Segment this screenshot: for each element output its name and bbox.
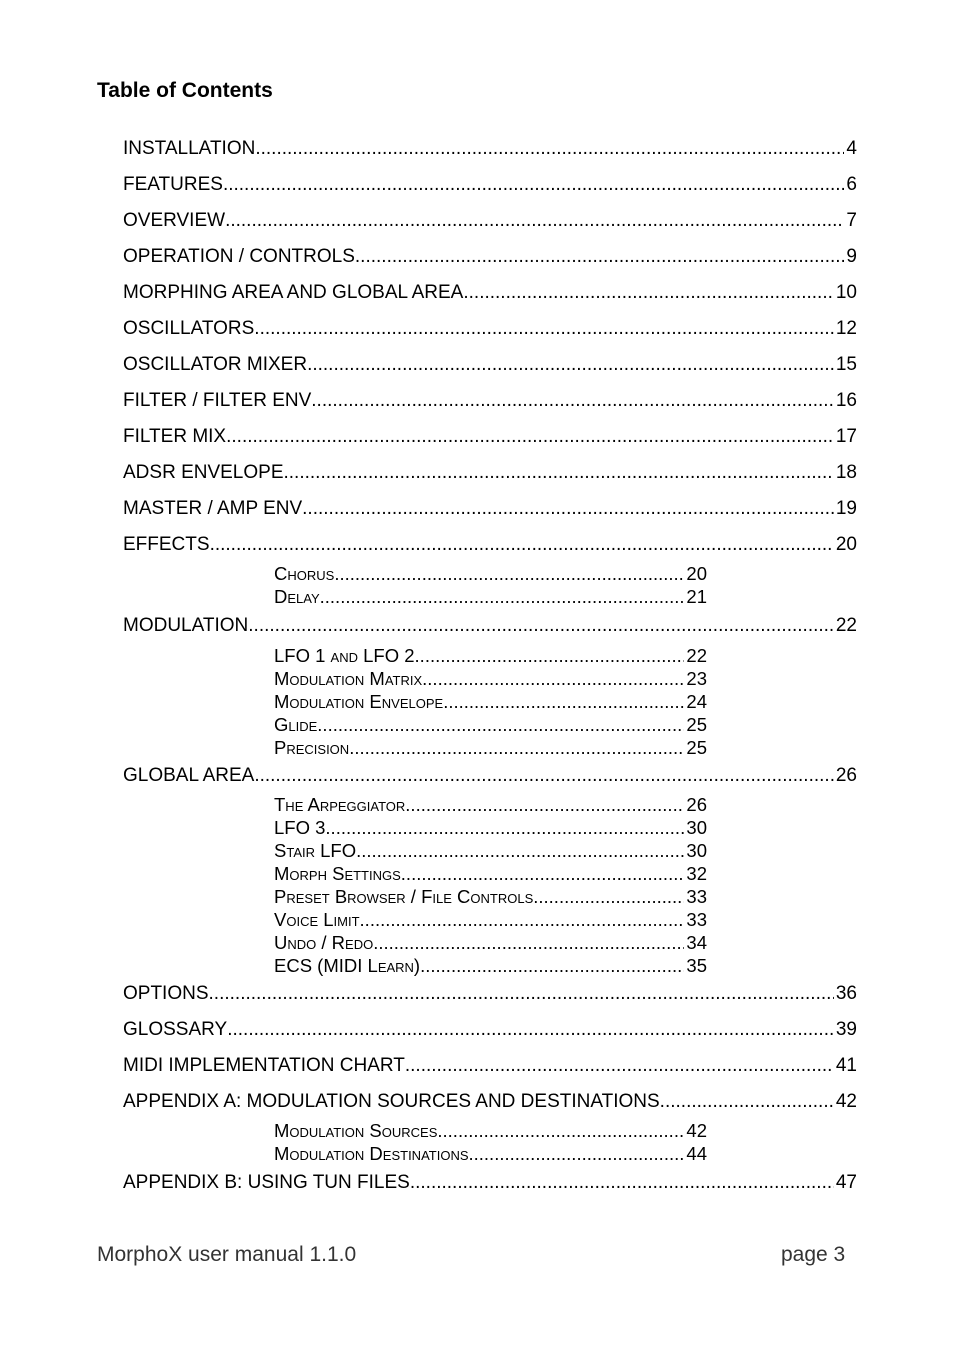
toc-dot-leader — [317, 713, 684, 736]
toc-entry-page: 33 — [686, 886, 707, 907]
toc-subentry-modulation-envelope[interactable] — [274, 690, 707, 713]
toc-entry-page: 7 — [846, 210, 857, 231]
toc-subentry-lfo-1-and-2[interactable] — [274, 644, 707, 667]
toc-entry-oscillators[interactable] — [123, 316, 857, 342]
toc-entry-label: APPENDIX A: MODULATION SOURCES AND DESTINATIONS — [123, 1091, 660, 1112]
toc-entry-label: Preset Browser / File Controls — [274, 886, 534, 907]
toc-entry-label: GLOBAL AREA — [123, 765, 255, 786]
toc-title: Table of Contents — [97, 79, 273, 102]
toc-entry-installation[interactable] — [123, 136, 857, 162]
footer-manual-title: MorphoX user manual 1.1.0 — [97, 1243, 357, 1266]
toc-dot-leader — [360, 908, 685, 931]
toc-entry-page: 4 — [846, 138, 857, 159]
toc-dot-leader — [349, 736, 684, 759]
toc-dot-leader — [420, 954, 684, 977]
toc-entry-label: OPERATION / CONTROLS — [123, 246, 355, 267]
toc-entry-appendix-a[interactable] — [123, 1089, 857, 1115]
toc-entry-label: FILTER MIX — [123, 426, 227, 447]
toc-dot-leader — [415, 644, 685, 667]
toc-entry-label: The Arpeggiator — [274, 794, 406, 815]
toc-entry-features[interactable] — [123, 172, 857, 198]
toc-dot-leader — [248, 613, 834, 639]
toc-entry-label: ECS (MIDI Learn) — [274, 955, 421, 976]
toc-entry-label: MIDI IMPLEMENTATION CHART — [123, 1055, 405, 1076]
toc-entry-adsr-envelope[interactable] — [123, 460, 857, 486]
toc-entry-label: Modulation Sources — [274, 1120, 438, 1141]
toc-entry-label: MASTER / AMP ENV — [123, 498, 303, 519]
toc-entry-page: 23 — [686, 668, 707, 689]
toc-entry-label: Glide — [274, 714, 318, 735]
toc-dot-leader — [307, 352, 834, 378]
toc-dot-leader — [437, 1119, 684, 1142]
toc-dot-leader — [325, 816, 684, 839]
toc-dot-leader — [469, 1142, 685, 1165]
toc-entry-page: 25 — [686, 737, 707, 758]
toc-entry-oscillator-mixer[interactable] — [123, 352, 857, 378]
toc-entry-filter-env[interactable] — [123, 388, 857, 414]
toc-dot-leader — [660, 1089, 834, 1115]
toc-dot-leader — [225, 208, 844, 234]
toc-dot-leader — [302, 496, 834, 522]
toc-entry-glossary[interactable] — [123, 1017, 857, 1043]
toc-subentry-delay[interactable] — [274, 585, 707, 608]
toc-entry-label: GLOSSARY — [123, 1019, 228, 1040]
toc-entry-options[interactable] — [123, 981, 857, 1007]
toc-entry-effects[interactable] — [123, 532, 857, 558]
toc-entry-overview[interactable] — [123, 208, 857, 234]
toc-entry-label: MODULATION — [123, 615, 249, 636]
toc-entry-label: Chorus — [274, 563, 335, 584]
toc-dot-leader — [223, 172, 844, 198]
toc-entry-label: MORPHING AREA AND GLOBAL AREA — [123, 282, 464, 303]
toc-entry-morphing-area[interactable] — [123, 280, 857, 306]
toc-dot-leader — [443, 690, 684, 713]
toc-entry-page: 12 — [835, 318, 857, 339]
toc-dot-leader — [226, 424, 834, 450]
toc-entry-filter-mix[interactable] — [123, 424, 857, 450]
toc-entry-page: 20 — [835, 534, 857, 555]
toc-entry-page: 32 — [686, 863, 707, 884]
toc-entry-page: 39 — [835, 1019, 857, 1040]
toc-entry-label: FEATURES — [123, 174, 223, 195]
toc-dot-leader — [209, 981, 834, 1007]
toc-entry-label: Delay — [274, 586, 320, 607]
toc-entry-label: Voice Limit — [274, 909, 360, 930]
toc-subentry-glide[interactable] — [274, 713, 707, 736]
toc-entry-label: Precision — [274, 737, 350, 758]
toc-entry-modulation[interactable] — [123, 613, 857, 639]
toc-dot-leader — [334, 562, 684, 585]
toc-entry-master-amp-env[interactable] — [123, 496, 857, 522]
toc-subentry-preset-browser[interactable] — [274, 885, 707, 908]
toc-entry-label: Modulation Matrix — [274, 668, 423, 689]
toc-dot-leader — [533, 885, 684, 908]
toc-entry-page: 33 — [686, 909, 707, 930]
toc-entry-page: 44 — [686, 1143, 707, 1164]
toc-dot-leader — [401, 862, 685, 885]
toc-entry-page: 42 — [686, 1120, 707, 1141]
toc-subentry-morph-settings[interactable] — [274, 862, 707, 885]
toc-dot-leader — [463, 280, 834, 306]
toc-entry-page: 6 — [846, 174, 857, 195]
toc-subentry-modulation-destinations[interactable] — [274, 1142, 707, 1165]
toc-subentry-voice-limit[interactable] — [274, 908, 707, 931]
toc-entry-label: OSCILLATORS — [123, 318, 255, 339]
toc-dot-leader — [210, 532, 834, 558]
toc-entry-page: 17 — [835, 426, 857, 447]
toc-entry-label: APPENDIX B: USING TUN FILES — [123, 1172, 410, 1193]
toc-entry-midi-chart[interactable] — [123, 1053, 857, 1079]
toc-dot-leader — [254, 316, 834, 342]
toc-entry-appendix-b[interactable] — [123, 1170, 857, 1196]
toc-dot-leader — [311, 388, 834, 414]
toc-entry-page: 25 — [686, 714, 707, 735]
toc-entry-page: 19 — [835, 498, 857, 519]
toc-entry-label: Undo / Redo — [274, 932, 374, 953]
toc-entry-page: 15 — [835, 354, 857, 375]
toc-entry-page: 10 — [835, 282, 857, 303]
toc-entry-page: 9 — [846, 246, 857, 267]
toc-dot-leader — [405, 793, 684, 816]
toc-dot-leader — [355, 244, 845, 270]
toc-entry-page: 26 — [835, 765, 857, 786]
toc-subentry-lfo-3[interactable] — [274, 816, 707, 839]
toc-entry-page: 18 — [835, 462, 857, 483]
toc-entry-page: 35 — [686, 955, 707, 976]
toc-subentry-chorus[interactable] — [274, 562, 707, 585]
toc-entry-label: Modulation Envelope — [274, 691, 444, 712]
toc-entry-page: 30 — [686, 817, 707, 838]
toc-subentry-undo-redo[interactable] — [274, 931, 707, 954]
toc-dot-leader — [254, 763, 834, 789]
toc-entry-page: 26 — [686, 794, 707, 815]
toc-subentry-ecs-midi-learn[interactable] — [274, 954, 707, 977]
toc-entry-page: 20 — [686, 563, 707, 584]
toc-entry-page: 34 — [686, 932, 707, 953]
toc-entry-page: 30 — [686, 840, 707, 861]
toc-dot-leader — [410, 1170, 834, 1196]
toc-entry-operation-controls[interactable] — [123, 244, 857, 270]
toc-entry-label: Modulation Destinations — [274, 1143, 469, 1164]
toc-subentry-stair-lfo[interactable] — [274, 839, 707, 862]
toc-entry-page: 21 — [686, 586, 707, 607]
toc-entry-page: 42 — [835, 1091, 857, 1112]
toc-dot-leader — [255, 136, 844, 162]
footer-page-number: page 3 — [781, 1243, 846, 1266]
toc-entry-page: 24 — [686, 691, 707, 712]
toc-entry-label: Stair LFO — [274, 840, 357, 861]
toc-dot-leader — [320, 585, 685, 608]
toc-entry-global-area[interactable] — [123, 763, 857, 789]
toc-entry-label: LFO 3 — [274, 817, 326, 838]
toc-entry-label: OVERVIEW — [123, 210, 226, 231]
toc-dot-leader — [227, 1017, 834, 1043]
toc-entry-label: EFFECTS — [123, 534, 210, 555]
toc-entry-label: OPTIONS — [123, 983, 209, 1004]
toc-entry-page: 16 — [835, 390, 857, 411]
toc-entry-page: 22 — [835, 615, 857, 636]
toc-entry-label: OSCILLATOR MIXER — [123, 354, 308, 375]
toc-subentry-arpeggiator[interactable] — [274, 793, 707, 816]
toc-subentry-modulation-matrix[interactable] — [274, 667, 707, 690]
toc-dot-leader — [284, 460, 834, 486]
toc-dot-leader — [405, 1053, 834, 1079]
toc-dot-leader — [422, 667, 684, 690]
toc-entry-label: ADSR ENVELOPE — [123, 462, 284, 483]
toc-dot-leader — [373, 931, 684, 954]
toc-entry-label: Morph Settings — [274, 863, 401, 884]
toc-dot-leader — [356, 839, 684, 862]
toc-subentry-modulation-sources[interactable] — [274, 1119, 707, 1142]
toc-entry-page: 41 — [835, 1055, 857, 1076]
toc-entry-page: 22 — [686, 645, 707, 666]
toc-entry-label: LFO 1 and LFO 2 — [274, 645, 415, 666]
toc-entry-label: FILTER / FILTER ENV — [123, 390, 312, 411]
toc-entry-page: 47 — [835, 1172, 857, 1193]
toc-subentry-precision[interactable] — [274, 736, 707, 759]
toc-entry-label: INSTALLATION — [123, 138, 256, 159]
toc-entry-page: 36 — [835, 983, 857, 1004]
